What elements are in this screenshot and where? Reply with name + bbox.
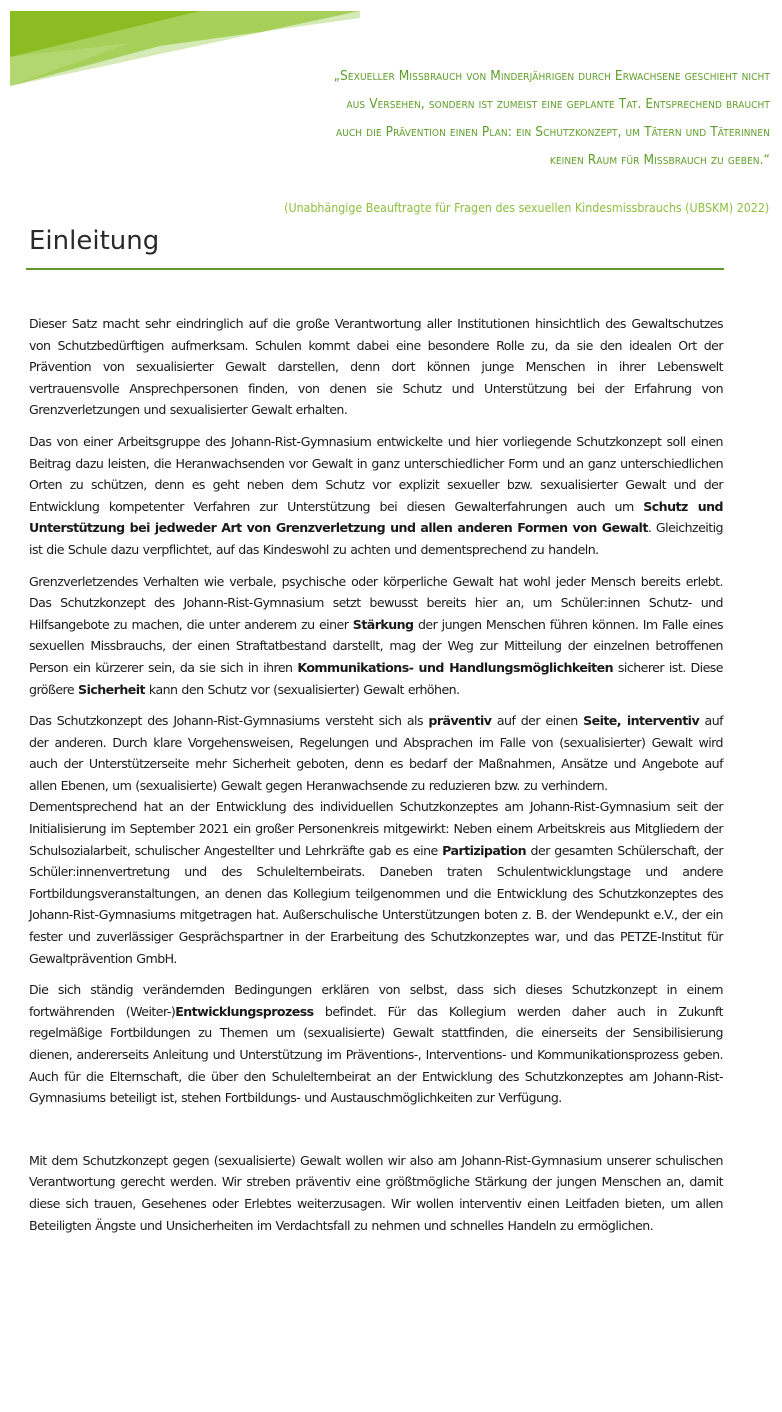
section-heading: Einleitung — [29, 226, 160, 256]
text-run: kann den Schutz vor (sexualisierter) Gewalt erhöhen. — [144, 681, 460, 697]
text-run: . Gleichzeitig ist die Schule dazu verpflichtet, auf das Kindeswohl zu achten und dementsprechend zu handeln. — [29, 520, 724, 557]
paragraph — [29, 313, 723, 421]
quote-line: aus Versehen, sondern ist zumeist eine geplante Tat. Entsprechend braucht — [346, 96, 770, 112]
text-run: Mit dem Schutzkonzept gegen (sexualisierte) Gewalt wollen wir also am Johann-Rist-Gymnasium unserer schulischen Verantwortung gerecht werden. Wir streben präventiv eine größtmögliche Stärkung der jungen Menschen an, damit diese sich trauen, Gesehenes oder Erlebtes weiterzusagen. Wir wollen interventiv einen Leitfaden bieten, um allen Beteiligten Ängste und Unsicherheiten im Verdachtsfall zu nehmen und schnelles Handeln zu ermöglichen. — [29, 1152, 723, 1233]
paragraph — [29, 710, 723, 796]
paragraph — [29, 571, 723, 701]
paragraph — [29, 1150, 723, 1236]
bold-text-run: Sicherheit — [78, 681, 145, 697]
quote-source: (Unabhängige Beauftragte für Fragen des sexuellen Kindesmissbrauchs (UBSKM) 2022) — [283, 200, 769, 215]
section-body — [29, 313, 723, 1246]
bold-text-run: Seite, interventiv — [583, 713, 700, 729]
text-run: Grenzverletzendes Verhalten wie verbale, psychische oder körperliche Gewalt hat wohl jeder Mensch bereits erlebt. Das Schutzkonzept des Johann-Rist-Gymnasium setzt bewusst bereits hier an, um Schüler:innen Schutz- und Hilfsangebote zu machen, die unter anderem zu einer — [29, 573, 723, 632]
quote-line: „Sexueller Missbrauch von Minderjährigen durch Erwachsene geschieht nicht — [333, 68, 770, 84]
bold-text-run: Entwicklungsprozess — [175, 1003, 314, 1019]
text-run: Das Schutzkonzept des Johann-Rist-Gymnasiums versteht sich als — [29, 713, 429, 729]
quote-line: keinen Raum für Missbrauch zu geben.“ — [549, 152, 770, 168]
bold-text-run: Partizipation — [442, 842, 527, 858]
heading-underline — [26, 268, 724, 270]
bold-text-run: präventiv — [428, 713, 492, 729]
text-run: Das von einer Arbeitsgruppe des Johann-Rist-Gymnasium entwickelte und hier vorliegende Schutzkonzept soll einen Beitrag dazu leisten, die Heranwachsenden vor Gewalt in ganz unterschiedlicher Form und an ganz unterschiedlichen Orten zu schützen, denn es geht neben dem Schutz vor explizit sexueller bzw. sexualisierter Gewalt und der Entwicklung kompetenter Verfahren zur Unterstützung bei diesen Gewalterfahrungen auch um — [29, 433, 723, 514]
text-run: sicherer ist. Diese größere — [29, 659, 723, 697]
bold-text-run: Stärkung — [352, 616, 414, 632]
text-run: Die sich ständig verändernden Bedingungen erklären von selbst, dass sich dieses Schutzkonzept in einem fortwährenden (Weiter-) — [29, 982, 723, 1019]
text-run: auf der anderen. Durch klare Vorgehensweisen, Regelungen und Absprachen im Falle von (sexualisierter) Gewalt wird auch der Unterstützerseite mehr Sicherheit geboten, denn es bedarf der Maßnahmen, Ansätze und Angebote auf allen Ebenen, um (sexualisierte) Gewalt gegen Heranwachsende zu reduzieren bzw. zu verhindern. — [29, 713, 724, 793]
text-run: Dementsprechend hat an der Entwicklung des individuellen Schutzkonzeptes am Johann-Rist-Gymnasium seit der Initialisierung im September 2021 ein großer Personenkreis mitgewirkt: Neben einem Arbeitskreis aus Mitgliedern der Schulsozialarbeit, schulischer Angestellter und Lehrkräfte gab es eine — [29, 799, 723, 858]
paragraph — [29, 431, 723, 561]
text-run: Dieser Satz macht sehr eindringlich auf die große Verantwortung aller Institutionen hinsichtlich des Gewaltschutzes von Schutzbedürftigen aufmerksam. Schulen kommt dabei eine besondere Rolle zu, da sie den idealen Ort der Prävention von sexualisierter Gewalt darstellen, denn dort können junge Menschen in ihrer Lebenswelt vertrauensvolle Ansprechpersonen finden, von denen sie Schutz und Unterstützung bei der Erfahrung von Grenzverletzungen und sexualisierter Gewalt erhalten. — [29, 316, 723, 418]
text-run: der gesamten Schülerschaft, der Schüler:innenvertretung und des Schulelternbeirats. Daneben traten Schulentwicklungstage und andere Fortbildungsveranstaltungen, an denen das Kollegium teilgenommen und die Entwicklung des Schutzkonzeptes des Johann-Rist-Gymnasiums mitgetragen hat. Außerschulische Unterstützungen boten z. B. der Wendepunkt e.V., der ein fester und zuverlässiger Gesprächspartner in der Erarbeitung des Schutzkonzeptes war, und das PETZE-Institut für Gewaltprävention GmbH. — [29, 842, 723, 966]
paragraph — [29, 796, 723, 969]
text-run: auf der einen — [491, 713, 584, 729]
bold-text-run: Schutz und Unterstützung bei jedweder Art von Grenzverletzung und allen anderen Formen von Gewalt — [29, 498, 723, 536]
text-run: der jungen Menschen führen können. Im Falle eines sexuellen Missbrauchs, der einen Straftatbestand darstellt, mag der Weg zur Mitteilung der einzelnen betroffenen Person ein kürzerer sein, da sie sich in ihren — [29, 616, 723, 675]
paragraph — [29, 979, 723, 1109]
epigraph-quote — [70, 62, 770, 174]
bold-text-run: Kommunikations- und Handlungsmöglichkeiten — [297, 659, 614, 675]
text-run: befindet. Für das Kollegium werden daher auch in Zukunft regelmäßige Fortbildungen zu Themen um (sexualisierte) Gewalt stattfinden, die einerseits der Sensibilisierung dienen, andererseits Anleitung und Unterstützung im Präventions-, Interventions- und Kommunikationsprozess geben. Auch für die Elternschaft, die über den Schulelternbeirat an der Entwicklung des Schutzkonzeptes am Johann-Rist-Gymnasiums beteiligt ist, stehen Fortbildungs- und Austauschmöglichkeiten zur Verfügung. — [29, 1003, 723, 1106]
quote-line: auch die Prävention einen Plan: ein Schutzkonzept, um Tätern und Täterinnen — [335, 124, 770, 140]
